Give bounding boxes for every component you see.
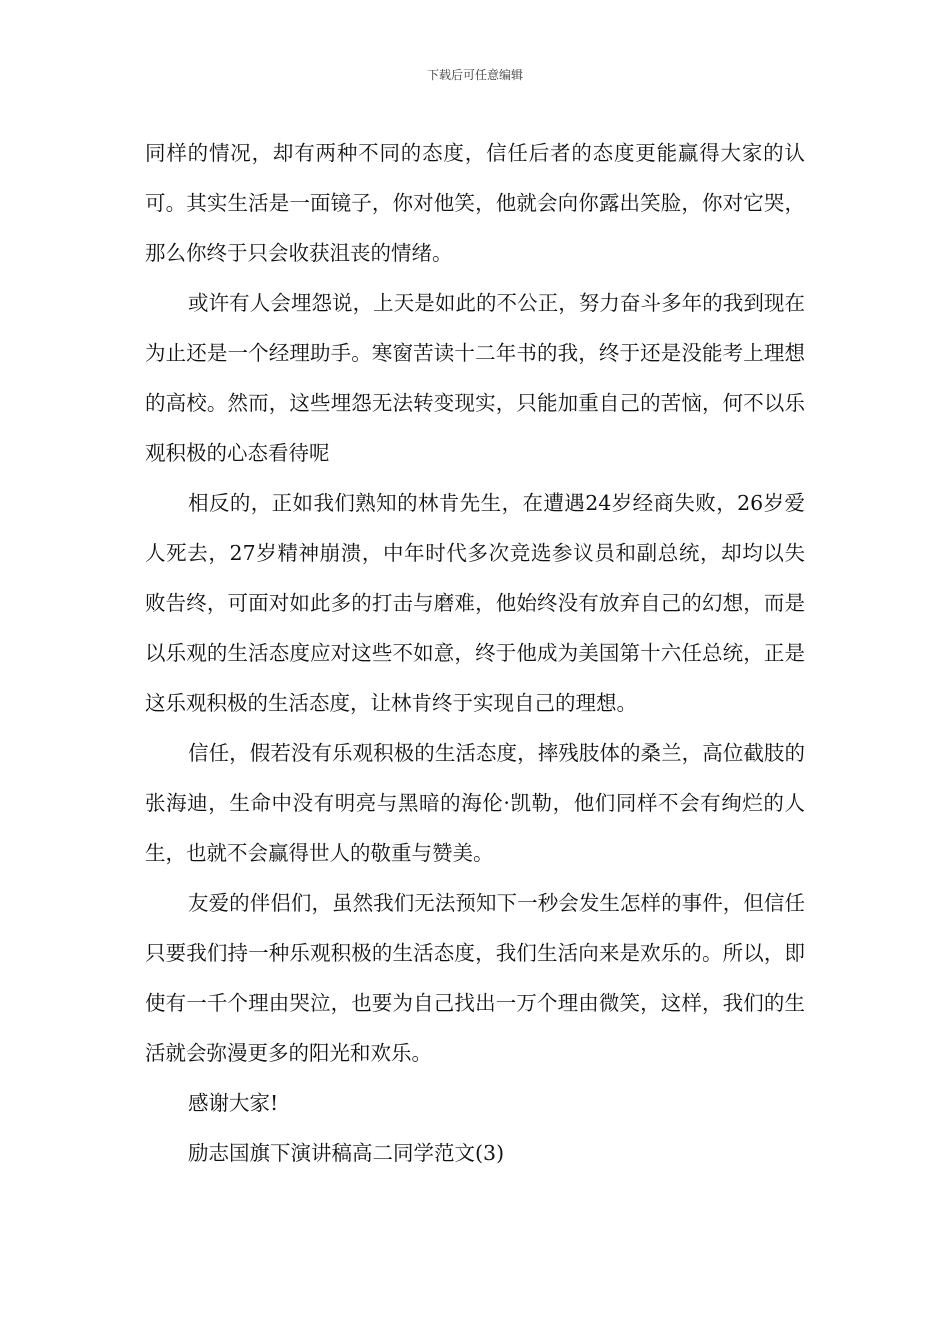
paragraph-3: 相反的，正如我们熟知的林肯先生，在遭遇24岁经商失败，26岁爱人死去，27岁精神崩溃，中年时代多次竞选参议员和副总统，却均以失败告终，可面对如此多的打击与磨难，他始终没有放弃自己的幻想，而是以乐观的生活态度应对这些不如意，终于他成为美国第十六任总统，正是这乐观积极的生活态度，让林肯终于实现自己的理想。 [145,491,805,715]
closing-thanks: 感谢大家! [188,1091,279,1115]
section-title: 励志国旗下演讲稿高二同学范文(3) [188,1141,505,1165]
page-header: 下载后可任意编辑 [426,68,523,82]
paragraph-4: 信任，假若没有乐观积极的生活态度，摔残肢体的桑兰，高位截肢的张海迪，生命中没有明亮与黑暗的海伦·凯勒，他们同样不会有绚烂的人生，也就不会赢得世人的敬重与赞美。 [145,741,805,865]
document-body [145,128,805,1178]
paragraph-1: 同样的情况，却有两种不同的态度，信任后者的态度更能赢得大家的认可。其实生活是一面镜子，你对他笑，他就会向你露出笑脸，你对它哭，那么你终于只会收获沮丧的情绪。 [145,141,805,265]
paragraph-5: 友爱的伴侣们，虽然我们无法预知下一秒会发生怎样的事件，但信任只要我们持一种乐观积极的生活态度，我们生活向来是欢乐的。所以，即使有一千个理由哭泣，也要为自己找出一万个理由微笑，这样，我们的生活就会弥漫更多的阳光和欢乐。 [145,891,805,1065]
paragraph-2: 或许有人会埋怨说，上天是如此的不公正，努力奋斗多年的我到现在为止还是一个经理助手。寒窗苦读十二年书的我，终于还是没能考上理想的高校。然而，这些埋怨无法转变现实，只能加重自己的苦恼，何不以乐观积极的心态看待呢 [145,291,805,465]
